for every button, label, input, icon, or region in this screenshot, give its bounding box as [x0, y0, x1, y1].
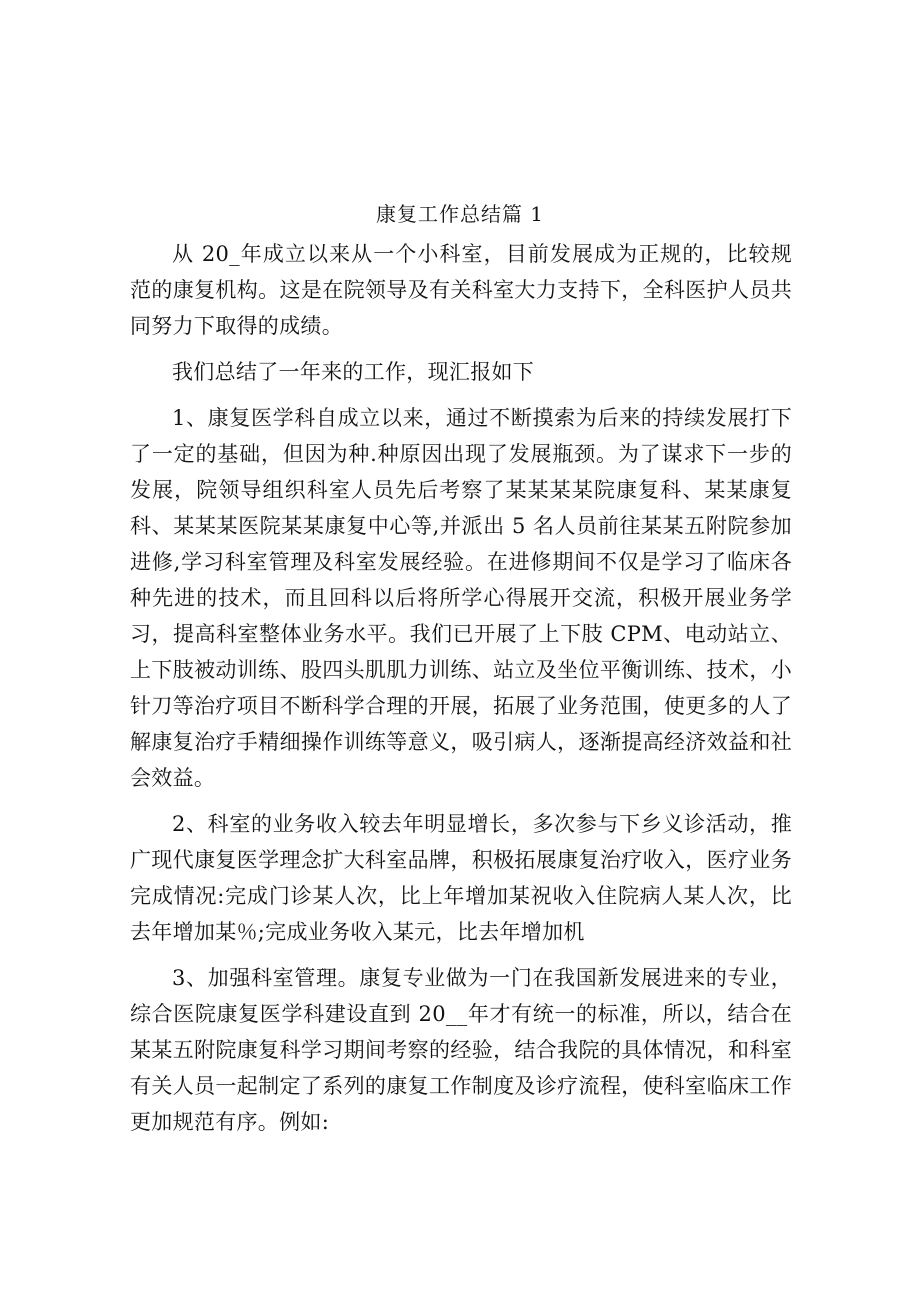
document-title: 康复工作总结篇 1 — [375, 202, 545, 226]
document-body — [130, 236, 792, 1150]
paragraph-item-1: 1、康复医学科自成立以来，通过不断摸索为后来的持续发展打下了一定的基础，但因为种.种原因出现了发展瓶颈。为了谋求下一步的发展，院领导组织科室人员先后考察了某某某某院康复科、某某康复科、某某某医院某某康复中心等,并派出 5 名人员前往某某五附院参加进修,学习科室管理及科室发展经验。在进修期间不仅是学习了临床各种先进的技术，而且回科以后将所学心得展开交流，积极开展业务学习，提高科室整体业务水平。我们已开展了上下肢 CPM、电动站立、上下肢被动训练、股四头肌肌力训练、站立及坐位平衡训练、技术，小针刀等治疗项目不断科学合理的开展，拓展了业务范围，使更多的人了解康复治疗手精细操作训练等意义，吸引病人，逐渐提高经济效益和社会效益。 — [130, 406, 792, 790]
paragraph-item-3: 3、加强科室管理。康复专业做为一门在我国新发展进来的专业，综合医院康复医学科建设直到 20__年才有统一的标准，所以，结合在某某五附院康复科学习期间考察的经验，结合我院的具体情况，和科室有关人员一起制定了系列的康复工作制度及诊疗流程，使科室临床工作更加规范有序。例如: — [130, 966, 792, 1134]
paragraph-item-2: 2、科室的业务收入较去年明显增长，多次参与下乡义诊活动，推广现代康复医学理念扩大科室品牌，积极拓展康复治疗收入，医疗业务完成情况:完成门诊某人次，比上年增加某祝收入住院病人某人次，比去年增加某％;完成业务收入某元，比去年增加机 — [130, 812, 792, 944]
paragraph-intro: 从 20_年成立以来从一个小科室，目前发展成为正规的，比较规范的康复机构。这是在院领导及有关科室大力支持下，全科医护人员共同努力下取得的成绩。 — [130, 242, 792, 338]
paragraph-summary-lead: 我们总结了一年来的工作，现汇报如下 — [172, 360, 535, 384]
